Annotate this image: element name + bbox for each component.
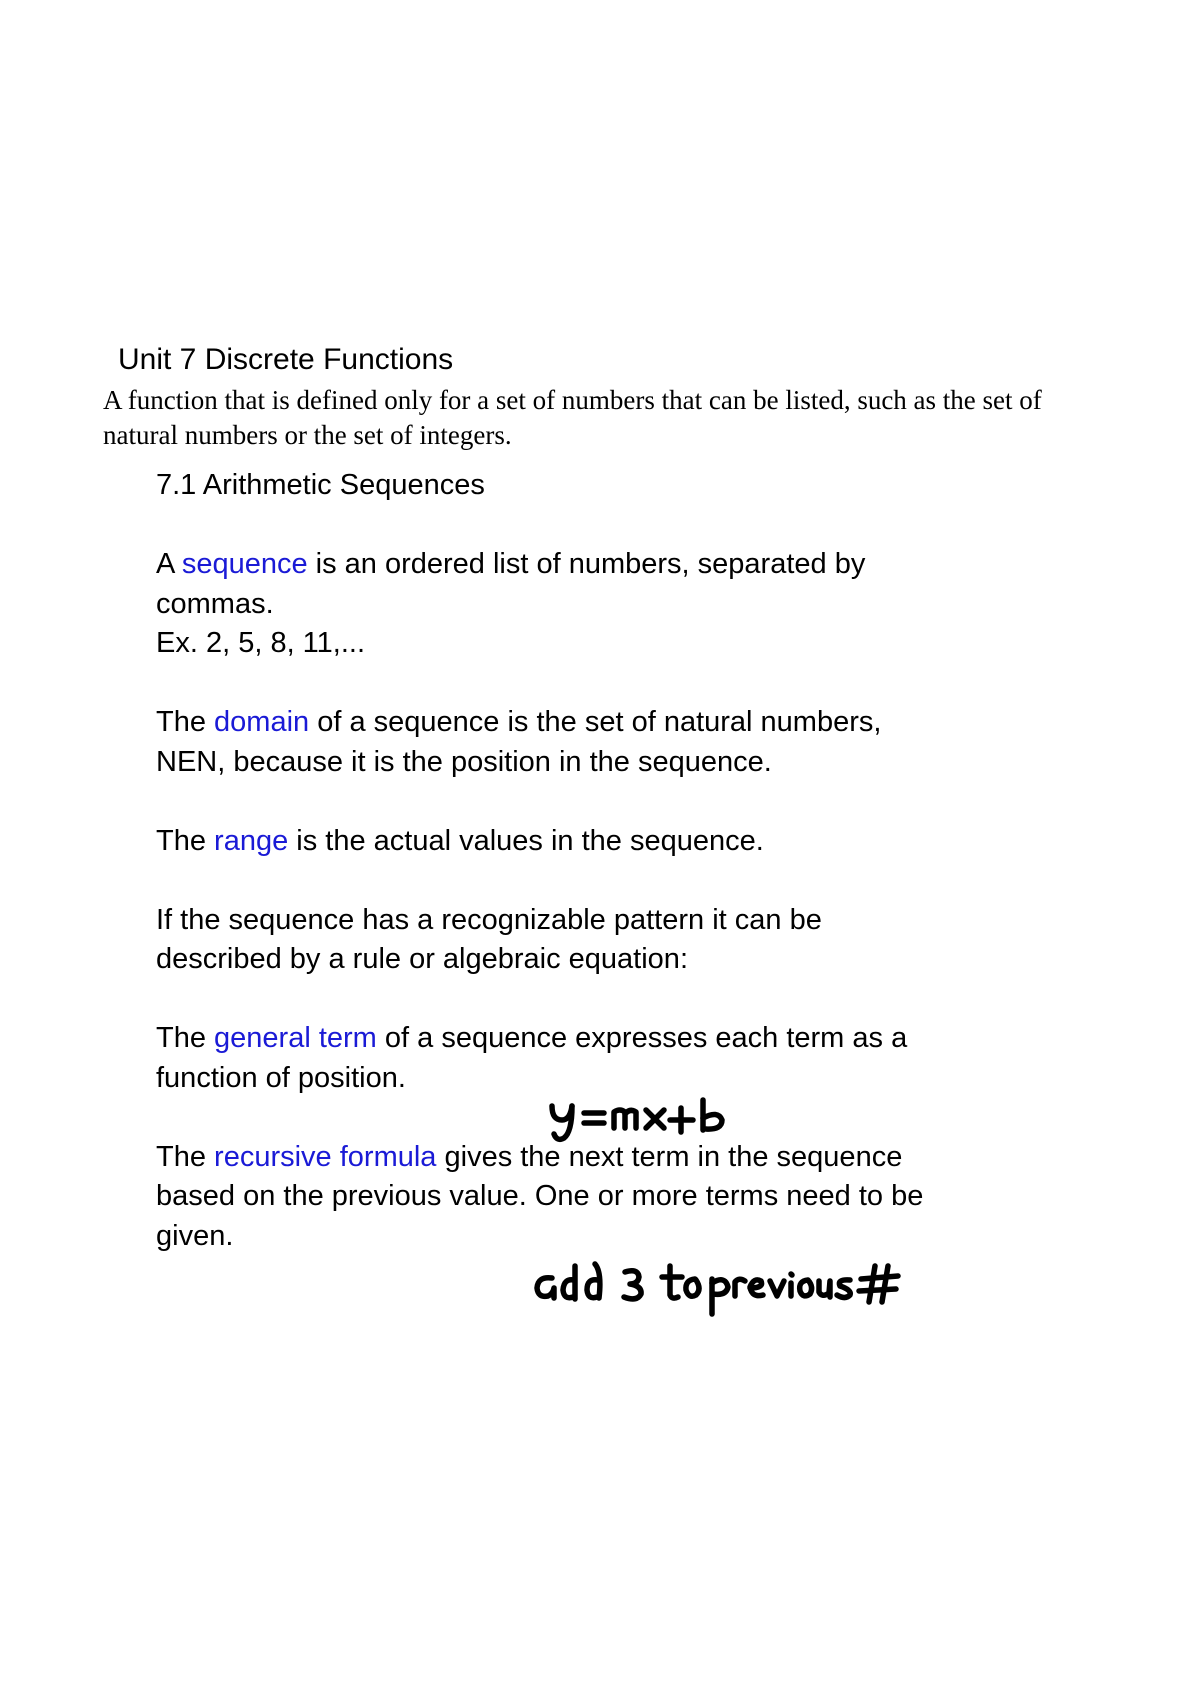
recursive-formula-definition: The recursive formula gives the next term in the sequence based on the previous value. One or more terms need to be given. bbox=[156, 1140, 924, 1252]
unit-title: Unit 7 Discrete Functions bbox=[118, 343, 454, 376]
domain-definition: The domain of a sequence is the set of natural numbers, NEN, because it is the position in the sequence. bbox=[156, 706, 882, 778]
term-sequence: sequence bbox=[181, 548, 308, 580]
term-recursive-formula: recursive formula bbox=[214, 1140, 437, 1173]
unit-definition: A function that is defined only for a set of numbers that can be listed, such as the set of natural numbers or the set of integers. bbox=[103, 385, 1042, 450]
sequence-example: Ex. 2, 5, 8, 11,... bbox=[156, 627, 366, 659]
sequence-definition: A sequence is an ordered list of numbers, separated by commas. bbox=[156, 548, 866, 620]
term-general-term: general term bbox=[214, 1022, 377, 1054]
handwritten-note-general-term bbox=[548, 1098, 728, 1146]
general-term-definition: The general term of a sequence expresses each term as a function of position. bbox=[156, 1022, 908, 1094]
term-domain: domain bbox=[214, 706, 310, 738]
handwritten-note-recursive bbox=[532, 1262, 922, 1318]
section-title: 7.1 Arithmetic Sequences bbox=[156, 469, 485, 501]
section-content bbox=[156, 466, 936, 1256]
range-definition: The range is the actual values in the sequence. bbox=[156, 824, 764, 857]
pattern-text: If the sequence has a recognizable pattern it can be described by a rule or algebraic equation: bbox=[156, 903, 822, 975]
term-range: range bbox=[214, 824, 289, 857]
